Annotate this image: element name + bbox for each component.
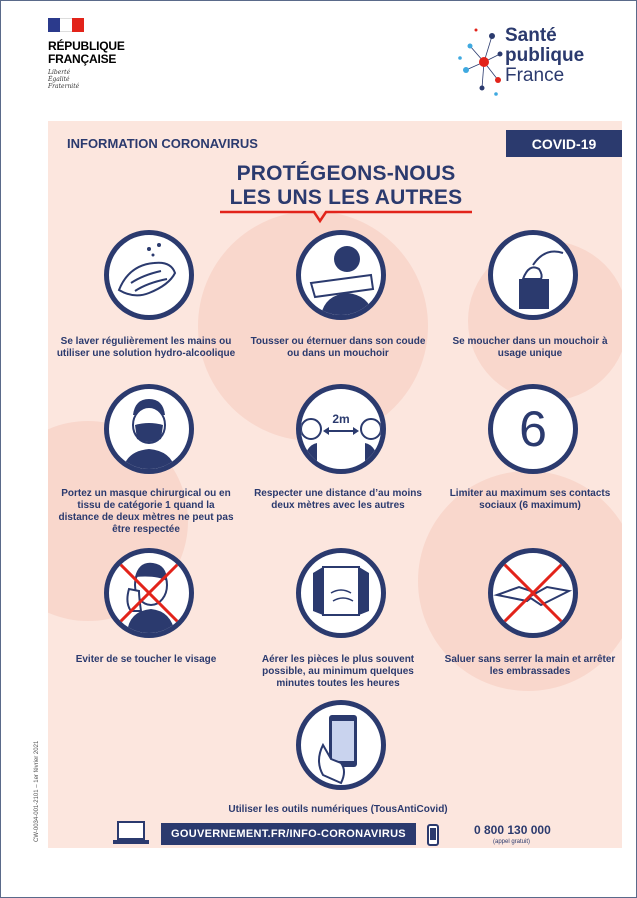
- caption-contacts: Limiter au maximum ses contacts sociaux (6 maximum): [449, 488, 611, 511]
- spf-wordmark: Santé publique France: [505, 25, 585, 86]
- distance-icon: [296, 384, 386, 474]
- window-air-icon: [296, 548, 386, 638]
- cough-elbow-icon: [296, 230, 386, 320]
- phone-icon: [427, 824, 439, 846]
- no-handshake-icon: [488, 548, 578, 638]
- caption-face-touch: Eviter de se toucher le visage: [75, 654, 217, 665]
- caption-handshake: Saluer sans serrer la main et arrêter les embrassades: [444, 654, 616, 677]
- gouvernement-url-link[interactable]: GOUVERNEMENT.FR/INFO-CORONAVIRUS: [161, 823, 416, 845]
- no-face-touch-icon: [104, 548, 194, 638]
- smartphone-icon: [296, 700, 386, 790]
- caption-tissue: Se moucher dans un mouchoir à usage unique: [452, 336, 608, 359]
- phone-number[interactable]: 0 800 130 000: [474, 823, 551, 837]
- phone-note: (appel gratuit): [493, 839, 531, 845]
- six-label: 6: [519, 401, 547, 457]
- tissue-icon: [488, 230, 578, 320]
- caption-handwash: Se laver régulièrement les mains ou utiliser une solution hydro-alcoolique: [56, 336, 236, 359]
- mask-icon: [104, 384, 194, 474]
- caption-distance: Respecter une distance d’au moins deux mètres avec les autres: [254, 488, 422, 511]
- caption-cough: Tousser ou éternuer dans son coude ou dans un mouchoir: [250, 336, 426, 359]
- info-label: INFORMATION CORONAVIRUS: [67, 136, 258, 151]
- caption-window: Aérer les pièces le plus souvent possible, au minimum quelques minutes toutes les heures: [261, 654, 415, 689]
- distance-label: 2m: [332, 412, 350, 426]
- caption-smartphone: Utiliser les outils numériques (TousAntiCovid): [228, 804, 448, 815]
- handwash-icon: [104, 230, 194, 320]
- french-flag-icon: [48, 18, 84, 32]
- headline-underline: [216, 208, 476, 224]
- side-reference: CW-0034-001-2101 – 1er février 2021: [34, 740, 40, 842]
- laptop-icon: [112, 820, 150, 846]
- six-contacts-icon: [488, 384, 578, 474]
- caption-mask: Portez un masque chirurgical ou en tissu de catégorie 1 quand la distance de deux mètres ne peut pas être respectée: [58, 488, 234, 535]
- covid-badge: COVID-19: [506, 130, 622, 157]
- rf-motto: Liberté Égalité Fraternité: [48, 69, 80, 90]
- rf-title: RÉPUBLIQUE FRANÇAISE: [48, 39, 125, 66]
- republique-francaise-logo: [48, 18, 125, 90]
- headline: PROTÉGEONS-NOUS LES UNS LES AUTRES: [229, 162, 463, 209]
